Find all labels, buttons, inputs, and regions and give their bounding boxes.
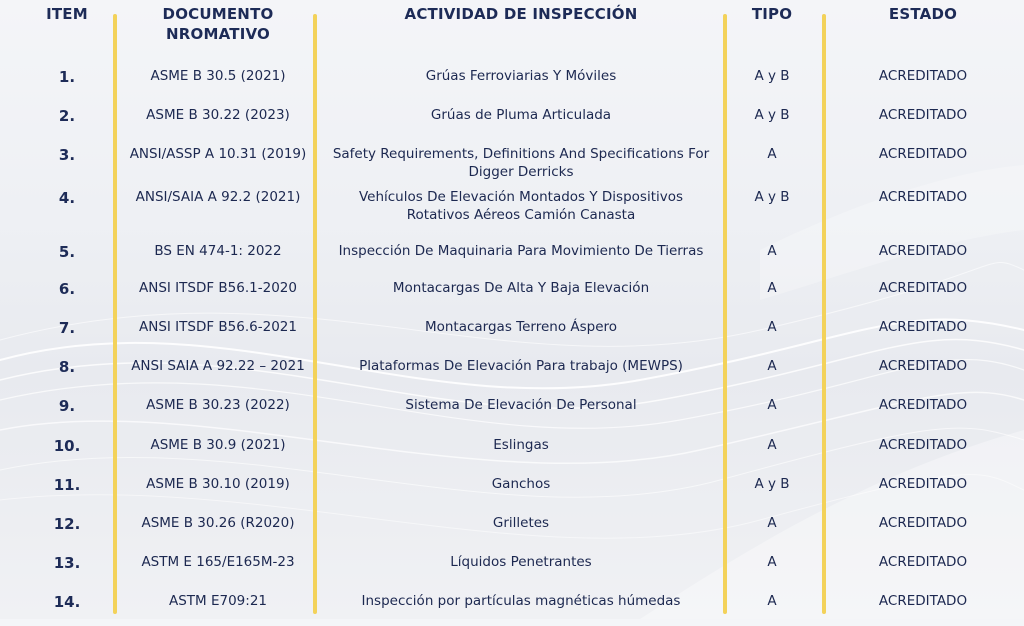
cell-estado: ACREDITADO bbox=[878, 515, 968, 531]
header-item-label: ITEM bbox=[46, 5, 88, 23]
header-actividad-label: ACTIVIDAD DE INSPECCIÓN bbox=[404, 5, 638, 23]
cell-actividad bbox=[320, 436, 722, 454]
cell-documento: ASTM E 165/E165M-23 bbox=[141, 554, 295, 570]
cell-actividad bbox=[320, 242, 722, 260]
header-item bbox=[28, 4, 106, 24]
cell-item: 1. bbox=[58, 68, 76, 86]
cell-documento: ASME B 30.23 (2022) bbox=[146, 397, 290, 413]
table-row bbox=[0, 514, 1024, 548]
table-row bbox=[0, 396, 1024, 430]
cell-tipo: A bbox=[767, 593, 777, 609]
cell-estado: ACREDITADO bbox=[878, 397, 968, 413]
cell-tipo: A bbox=[767, 243, 777, 259]
cell-actividad-line1: Inspección por partículas magnéticas húmedas bbox=[361, 593, 681, 609]
cell-documento: BS EN 474-1: 2022 bbox=[154, 243, 282, 259]
cell-tipo: A y B bbox=[754, 68, 790, 84]
cell-tipo: A bbox=[767, 146, 777, 162]
cell-item: 2. bbox=[58, 107, 76, 125]
cell-estado: ACREDITADO bbox=[878, 476, 968, 492]
cell-item: 14. bbox=[53, 593, 81, 611]
cell-documento: ANSI ITSDF B56.1-2020 bbox=[139, 280, 297, 296]
cell-tipo: A bbox=[767, 554, 777, 570]
cell-actividad bbox=[320, 145, 722, 181]
cell-actividad-line1: Grilletes bbox=[492, 515, 550, 531]
table-row bbox=[0, 553, 1024, 587]
header-estado bbox=[828, 4, 1018, 24]
cell-estado: ACREDITADO bbox=[878, 319, 968, 335]
cell-documento: ANSI/SAIA A 92.2 (2021) bbox=[135, 189, 301, 205]
cell-documento: ASME B 30.10 (2019) bbox=[146, 476, 290, 492]
table-row bbox=[0, 475, 1024, 509]
cell-item: 12. bbox=[53, 515, 81, 533]
cell-actividad bbox=[320, 188, 722, 224]
cell-actividad-line1: Vehículos De Elevación Montados Y Dispositivos bbox=[358, 189, 684, 205]
cell-actividad-line1: Montacargas Terreno Áspero bbox=[424, 319, 618, 335]
cell-actividad-line1: Montacargas De Alta Y Baja Elevación bbox=[392, 280, 650, 296]
cell-actividad bbox=[320, 318, 722, 336]
header-documento-line1: DOCUMENTO bbox=[162, 5, 274, 23]
cell-tipo: A bbox=[767, 280, 777, 296]
cell-documento: ASME B 30.5 (2021) bbox=[150, 68, 286, 84]
cell-item: 7. bbox=[58, 319, 76, 337]
table-row bbox=[0, 357, 1024, 391]
cell-documento: ANSI ITSDF B56.6-2021 bbox=[139, 319, 297, 335]
header-tipo bbox=[730, 4, 814, 24]
table-row bbox=[0, 242, 1024, 276]
table-row bbox=[0, 106, 1024, 140]
cell-actividad bbox=[320, 357, 722, 375]
cell-estado: ACREDITADO bbox=[878, 146, 968, 162]
header-tipo-label: TIPO bbox=[751, 5, 793, 23]
cell-tipo: A bbox=[767, 397, 777, 413]
header-documento bbox=[120, 4, 316, 44]
cell-item: 11. bbox=[53, 476, 81, 494]
cell-actividad bbox=[320, 475, 722, 493]
cell-documento: ASME B 30.22 (2023) bbox=[146, 107, 290, 123]
cell-actividad-line1: Grúas de Pluma Articulada bbox=[430, 107, 612, 123]
cell-item: 3. bbox=[58, 146, 76, 164]
header-actividad bbox=[320, 4, 722, 24]
cell-item: 13. bbox=[53, 554, 81, 572]
header-estado-label: ESTADO bbox=[888, 5, 958, 23]
cell-estado: ACREDITADO bbox=[878, 107, 968, 123]
cell-tipo: A y B bbox=[754, 189, 790, 205]
cell-estado: ACREDITADO bbox=[878, 358, 968, 374]
cell-estado: ACREDITADO bbox=[878, 554, 968, 570]
cell-item: 10. bbox=[53, 437, 81, 455]
cell-item: 5. bbox=[58, 243, 76, 261]
table-row bbox=[0, 67, 1024, 101]
cell-actividad-line1: Sistema De Elevación De Personal bbox=[405, 397, 637, 413]
cell-actividad-line1: Eslingas bbox=[493, 437, 549, 453]
cell-actividad bbox=[320, 514, 722, 532]
table-row bbox=[0, 145, 1024, 179]
cell-tipo: A y B bbox=[754, 476, 790, 492]
cell-estado: ACREDITADO bbox=[878, 437, 968, 453]
cell-estado: ACREDITADO bbox=[878, 243, 968, 259]
cell-actividad-line1: Grúas Ferroviarias Y Móviles bbox=[425, 68, 617, 84]
cell-actividad bbox=[320, 67, 722, 85]
cell-tipo: A bbox=[767, 319, 777, 335]
cell-item: 6. bbox=[58, 280, 76, 298]
cell-actividad-line1: Ganchos bbox=[491, 476, 551, 492]
table-row bbox=[0, 318, 1024, 352]
cell-estado: ACREDITADO bbox=[878, 280, 968, 296]
cell-actividad-line1: Safety Requirements, Definitions And Specifications For bbox=[332, 146, 710, 162]
cell-estado: ACREDITADO bbox=[878, 593, 968, 609]
cell-item: 4. bbox=[58, 189, 76, 207]
cell-actividad-line1: Líquidos Penetrantes bbox=[450, 554, 592, 570]
cell-tipo: A bbox=[767, 358, 777, 374]
table-row bbox=[0, 188, 1024, 222]
cell-estado: ACREDITADO bbox=[878, 68, 968, 84]
cell-tipo: A bbox=[767, 437, 777, 453]
cell-item: 9. bbox=[58, 397, 76, 415]
table-row bbox=[0, 436, 1024, 470]
cell-actividad bbox=[320, 592, 722, 610]
cell-documento: ANSI/ASSP A 10.31 (2019) bbox=[129, 146, 307, 162]
cell-item: 8. bbox=[58, 358, 76, 376]
cell-actividad-line1: Inspección De Maquinaria Para Movimiento De Tierras bbox=[338, 243, 704, 259]
cell-estado: ACREDITADO bbox=[878, 189, 968, 205]
table-row bbox=[0, 279, 1024, 313]
cell-actividad bbox=[320, 396, 722, 414]
cell-tipo: A y B bbox=[754, 107, 790, 123]
cell-actividad-line1: Plataformas De Elevación Para trabajo (MEWPS) bbox=[359, 358, 683, 374]
cell-actividad bbox=[320, 553, 722, 571]
cell-tipo: A bbox=[767, 515, 777, 531]
cell-documento: ANSI SAIA A 92.22 – 2021 bbox=[131, 358, 305, 374]
cell-actividad-line2: Rotativos Aéreos Camión Canasta bbox=[406, 207, 636, 223]
table-row bbox=[0, 592, 1024, 626]
cell-documento: ASME B 30.9 (2021) bbox=[150, 437, 286, 453]
cell-documento: ASTM E709:21 bbox=[168, 593, 267, 609]
cell-actividad bbox=[320, 279, 722, 297]
cell-actividad-line2: Digger Derricks bbox=[468, 164, 574, 180]
cell-documento: ASME B 30.26 (R2020) bbox=[141, 515, 295, 531]
cell-actividad bbox=[320, 106, 722, 124]
header-documento-line2: NROMATIVO bbox=[166, 25, 270, 43]
